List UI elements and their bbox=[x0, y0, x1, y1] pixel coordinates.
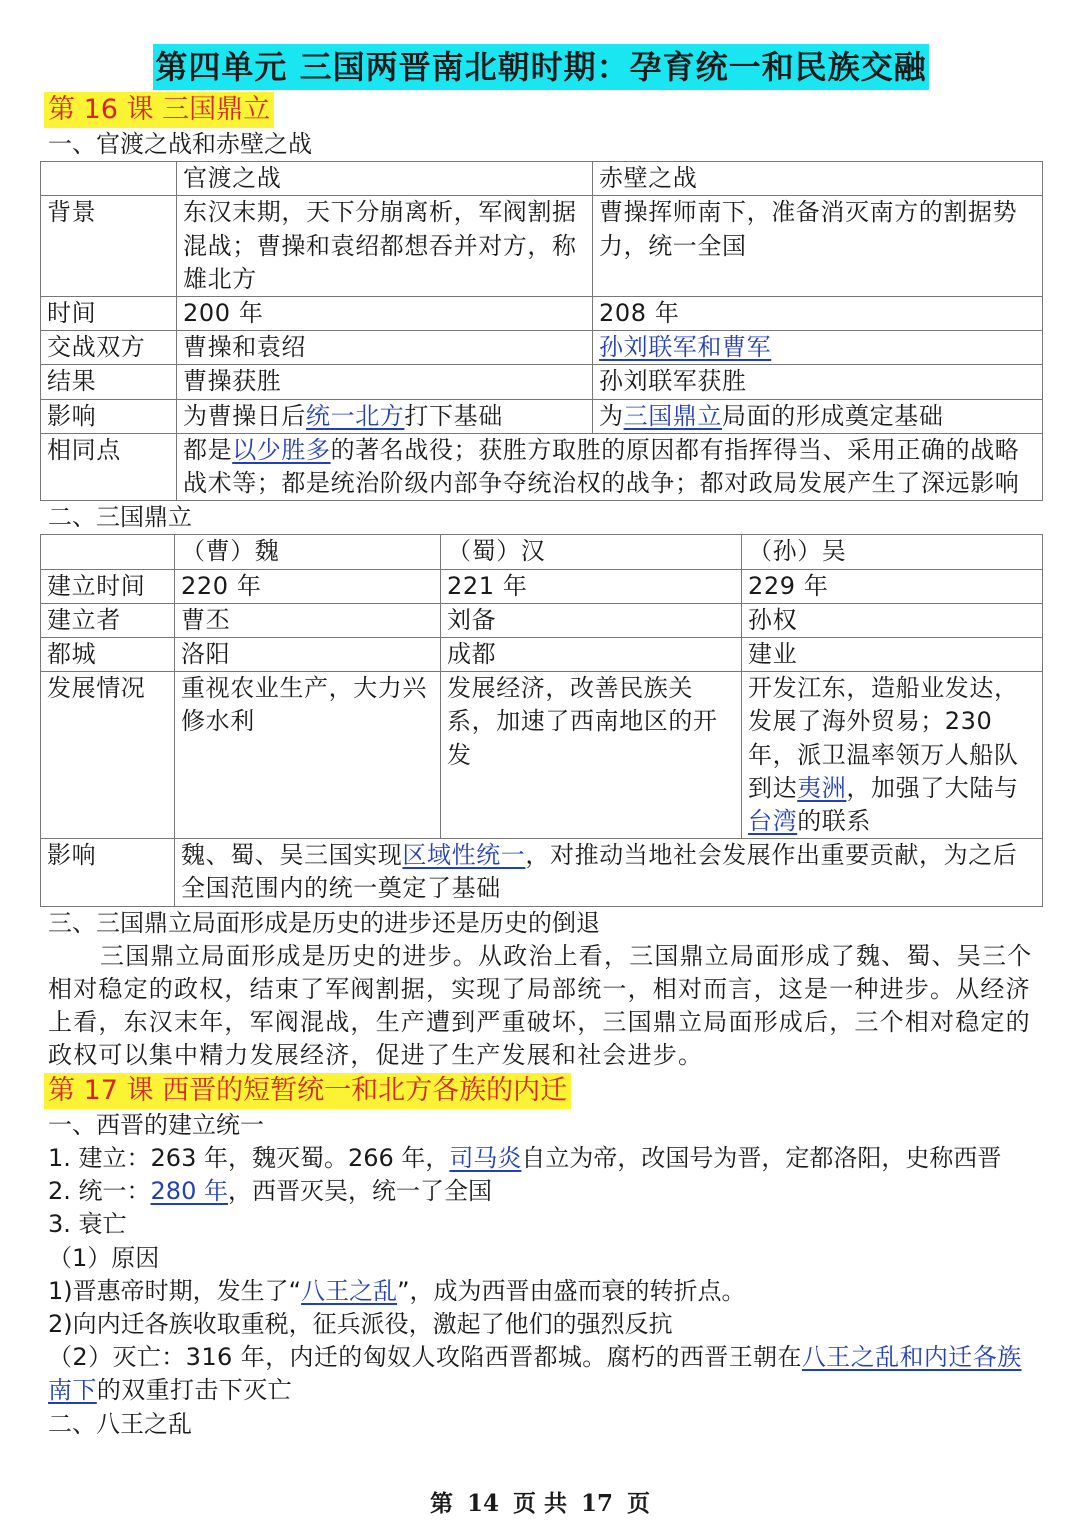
table-row bbox=[41, 535, 1043, 569]
text: ，加强了大陆与 bbox=[846, 773, 1019, 802]
footer-text: 页 bbox=[627, 1490, 651, 1517]
row-label: 相同点 bbox=[41, 433, 177, 500]
table-header: （曹）魏 bbox=[175, 535, 441, 569]
text: 局面的形成奠定基础 bbox=[722, 401, 944, 430]
table-header: （蜀）汉 bbox=[441, 535, 742, 569]
row-label: 结果 bbox=[41, 365, 177, 399]
table-row bbox=[41, 672, 1043, 839]
table-cell bbox=[41, 162, 177, 196]
table-cell: 洛阳 bbox=[175, 638, 441, 672]
list-item bbox=[48, 1142, 1042, 1175]
table-header: 赤壁之战 bbox=[593, 162, 1043, 196]
text: ，西晋灭吴，统一了全国 bbox=[227, 1177, 492, 1206]
page-number: 14 bbox=[466, 1490, 499, 1517]
row-label: 影响 bbox=[41, 839, 175, 906]
key-term: 族南下 bbox=[48, 1343, 1022, 1405]
table-cell: 孙权 bbox=[742, 603, 1043, 637]
table-cell bbox=[175, 839, 1043, 906]
table-cell: 成都 bbox=[441, 638, 742, 672]
table-row bbox=[41, 603, 1043, 637]
table-cell: 建业 bbox=[742, 638, 1043, 672]
table-cell: 200 年 bbox=[177, 297, 593, 331]
key-term: 夷洲 bbox=[797, 773, 847, 802]
table-cell bbox=[177, 433, 1043, 500]
table-cell: 曹丕 bbox=[175, 603, 441, 637]
table-cell bbox=[177, 399, 593, 433]
page-total: 17 bbox=[581, 1490, 614, 1517]
key-term: 280 年 bbox=[150, 1177, 228, 1206]
key-term: 孙刘联军和曹军 bbox=[599, 333, 772, 362]
table-header: 官渡之战 bbox=[177, 162, 593, 196]
table-row bbox=[41, 331, 1043, 365]
key-term: 台湾 bbox=[748, 807, 798, 836]
text: 的著名战役；获胜方取胜的原因都有指挥得当、采用正确的战略战术等；都是统治阶级内部争夺统治权的战争；都对政局发展产生了深远影响 bbox=[183, 435, 1020, 498]
key-term: 八王之乱和内迁各 bbox=[801, 1343, 998, 1372]
row-label: 时间 bbox=[41, 297, 177, 331]
text: 2. 统一： bbox=[48, 1177, 151, 1206]
table-row bbox=[41, 297, 1043, 331]
section-heading: 一、官渡之战和赤壁之战 bbox=[48, 130, 312, 158]
table-cell bbox=[593, 399, 1043, 433]
row-label: 影响 bbox=[41, 399, 177, 433]
lesson-16-title: 第 16 课 三国鼎立 bbox=[44, 92, 274, 128]
list-item bbox=[48, 1275, 1042, 1308]
table-cell: 刘备 bbox=[441, 603, 742, 637]
table-row bbox=[41, 839, 1043, 906]
lesson-17-title: 第 17 课 西晋的短暂统一和北方各族的内迁 bbox=[44, 1073, 571, 1109]
table-row bbox=[41, 433, 1043, 500]
paragraph bbox=[48, 940, 1042, 1073]
text: 1. 建立：263 年，魏灭蜀。266 年， bbox=[48, 1143, 450, 1172]
text: 都是 bbox=[183, 435, 233, 464]
key-term: 三国鼎立 bbox=[623, 401, 723, 430]
table-cell: 东汉末期，天下分崩离析，军阀割据混战；曹操和袁绍都想吞并对方，称雄北方 bbox=[177, 196, 593, 297]
list-item bbox=[48, 1175, 1042, 1208]
text: 魏、蜀、吴三国实现 bbox=[181, 841, 403, 870]
battles-table bbox=[40, 161, 1043, 501]
table-cell bbox=[742, 672, 1043, 839]
table-row bbox=[41, 196, 1043, 297]
table-cell: 重视农业生产，大力兴修水利 bbox=[175, 672, 441, 839]
list-item: 2)向内迁各族收取重税，征兵派役，激起了他们的强烈反抗 bbox=[48, 1309, 673, 1338]
table-cell: 孙刘联军获胜 bbox=[593, 365, 1043, 399]
row-label: 建立者 bbox=[41, 603, 175, 637]
table-row bbox=[41, 569, 1043, 603]
table-row bbox=[41, 399, 1043, 433]
table-cell: 208 年 bbox=[593, 297, 1043, 331]
text: 开发江东，造船业发达，发展了海外贸易；230 年，派卫温率领万人船队到达 bbox=[748, 674, 1019, 802]
table-cell: 曹操挥师南下，准备消灭南方的割据势力，统一全国 bbox=[593, 196, 1043, 297]
table-cell: 曹操和袁绍 bbox=[177, 331, 593, 365]
row-label: 都城 bbox=[41, 638, 175, 672]
text: 为曹操日后 bbox=[183, 401, 306, 430]
text: 的双重打击下灭亡 bbox=[96, 1376, 293, 1405]
table-cell: 曹操获胜 bbox=[177, 365, 593, 399]
text: ，对推动当地社会发展作出重要贡献，为之后全国范围内的统一奠定了基础 bbox=[181, 841, 1018, 903]
list-item bbox=[48, 1341, 1042, 1407]
key-term: 区域性统一 bbox=[402, 841, 526, 870]
text: 自立为帝，改国号为晋，定都洛阳，史称西晋 bbox=[521, 1143, 1002, 1172]
footer-text: 第 bbox=[429, 1490, 453, 1517]
paragraph-text: 三国鼎立局面形成是历史的进步。从政治上看，三国鼎立局面形成了魏、蜀、吴三个相对稳定的政权，结束了军阀割据，实现了局部统一，相对而言，这是一种进步。从经济上看，东汉末年，军阀混战，生产遭到严重破坏，三国鼎立局面形成后，三个相对稳定的政权可以集中精力发展经济，促进了生产发展和社会进步。 bbox=[48, 941, 1033, 1070]
table-cell: 220 年 bbox=[175, 569, 441, 603]
table-cell bbox=[41, 535, 175, 569]
key-term: 统一北方 bbox=[306, 401, 405, 430]
key-term: 八王之乱 bbox=[301, 1276, 398, 1305]
text: 为 bbox=[599, 401, 624, 430]
key-term: 以少胜多 bbox=[232, 435, 331, 464]
text: 的联系 bbox=[797, 807, 872, 836]
list-item: 3. 衰亡 bbox=[48, 1210, 127, 1239]
section-heading: 三、三国鼎立局面形成是历史的进步还是历史的倒退 bbox=[48, 908, 600, 937]
row-label: 建立时间 bbox=[41, 569, 175, 603]
section-heading: 二、八王之乱 bbox=[48, 1409, 192, 1438]
table-cell bbox=[593, 331, 1043, 365]
text: 1)晋惠帝时期，发生了“ bbox=[48, 1276, 302, 1305]
table-row bbox=[41, 365, 1043, 399]
section-heading: 一、西晋的建立统一 bbox=[48, 1110, 264, 1139]
table-header: （孙）吴 bbox=[742, 535, 1043, 569]
unit-title: 第四单元 三国两晋南北朝时期：孕育统一和民族交融 bbox=[153, 44, 928, 90]
page-footer bbox=[0, 1485, 1080, 1518]
text: （2）灭亡：316 年，内迁的匈奴人攻陷西晋都城。腐朽的西晋王朝在 bbox=[48, 1343, 802, 1372]
table-cell: 发展经济，改善民族关系，加速了西南地区的开发 bbox=[441, 672, 742, 839]
footer-text: 页 共 bbox=[512, 1490, 567, 1517]
table-row bbox=[41, 638, 1043, 672]
key-term: 司马炎 bbox=[449, 1143, 522, 1172]
three-kingdoms-table bbox=[40, 534, 1043, 906]
list-item: （1）原因 bbox=[48, 1243, 160, 1272]
section-heading: 二、三国鼎立 bbox=[48, 503, 192, 532]
document-page bbox=[40, 44, 1042, 1441]
table-cell: 229 年 bbox=[742, 569, 1043, 603]
row-label: 交战双方 bbox=[41, 331, 177, 365]
row-label: 背景 bbox=[41, 196, 177, 297]
table-row bbox=[41, 162, 1043, 196]
table-cell: 221 年 bbox=[441, 569, 742, 603]
text: ”，成为西晋由盛而衰的转折点。 bbox=[397, 1276, 746, 1305]
row-label: 发展情况 bbox=[41, 672, 175, 839]
text: 打下基础 bbox=[404, 401, 503, 430]
